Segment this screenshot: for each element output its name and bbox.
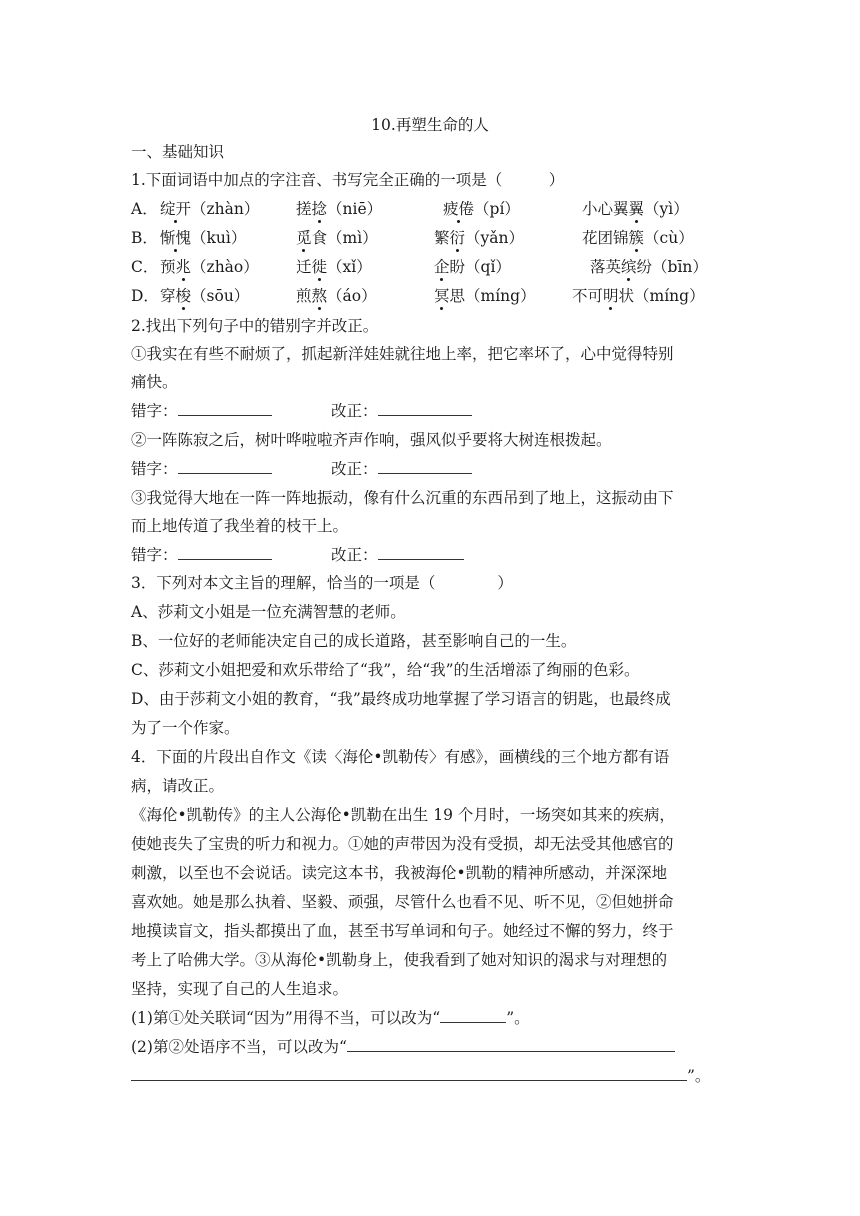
q3-option-d-cont: 为了一个作家。 — [131, 719, 240, 737]
q1-word-item — [160, 256, 259, 278]
dotted-character: 簇 — [628, 229, 645, 247]
q1-word-item — [296, 285, 377, 307]
word-text: 穿 — [160, 287, 176, 305]
word-pinyin: （zhào） — [191, 258, 259, 276]
q4-sub-2-text: (2)第②处语序不当，可以改为“ — [131, 1038, 347, 1056]
word-text: 迁 — [296, 258, 312, 276]
q3-option-c: C、莎莉文小姐把爱和欢乐带给了“我”，给“我”的生活增添了绚丽的色彩。 — [131, 661, 640, 679]
word-text: 搓 — [296, 200, 312, 218]
q1-word-item — [572, 285, 705, 307]
dotted-character: 兆 — [175, 258, 192, 276]
q2-fix-row-3 — [331, 544, 464, 566]
q4-passage-line-3: 刺激，以至也不会说话。读完这本书，我被海伦•凯勒的精神所感动，并深深地 — [131, 864, 668, 882]
q1-word-item — [160, 198, 259, 220]
q2-fix-row-1 — [331, 400, 472, 422]
fix-label: 改正： — [331, 460, 378, 478]
page-title: 10.再塑生命的人 — [371, 116, 489, 134]
word-pinyin: 状（míng） — [618, 287, 705, 305]
word-text: 小心翼 — [582, 200, 629, 218]
q4-passage-line-4: 喜欢她。她是那么执着、坚毅、顽强，尽管什么也看不见、听不见，②但她拼命 — [131, 893, 674, 911]
q1-word-item — [590, 256, 708, 278]
q4-sub-1-answer-field[interactable] — [440, 1008, 506, 1023]
word-pinyin: 纷（bīn） — [636, 258, 708, 276]
wrong-label: 错字： — [131, 460, 178, 478]
q1-option-label: C． — [131, 258, 159, 276]
dotted-character: 冥 — [434, 287, 450, 305]
q2-sentence-3: ③我觉得大地在一阵一阵地振动，像有什么沉重的东西吊到了地上，这振动由下 — [131, 489, 674, 507]
q4-sub-1-close: ”。 — [506, 1009, 530, 1027]
q1-word-item — [296, 227, 378, 249]
fix-label: 改正： — [331, 402, 378, 420]
word-text: 惭 — [160, 229, 176, 247]
q1-word-item — [296, 198, 382, 220]
wrong-label: 错字： — [131, 402, 178, 420]
word-text: 花团锦 — [582, 229, 629, 247]
q2-answer-row-1 — [131, 400, 272, 422]
dotted-character: 企 — [434, 258, 450, 276]
q2-sentence-1-cont: 痛快。 — [131, 373, 178, 391]
dotted-character: 徙 — [311, 258, 328, 276]
q2-sentence-3-cont: 而上地传道了我坐着的枝干上。 — [131, 517, 349, 535]
word-pinyin: 思（míng） — [449, 287, 536, 305]
q2-stem: 2.找出下列句子中的错别字并改正。 — [131, 317, 379, 335]
q1-word-item — [434, 256, 511, 278]
word-pinyin: （sōu） — [191, 287, 250, 305]
q3-stem: 3．下列对本文主旨的理解，恰当的一项是（ ） — [131, 574, 513, 592]
word-pinyin: （niē） — [327, 200, 383, 218]
q4-stem-cont: 病，请改正。 — [131, 777, 225, 795]
wrong-char-field[interactable] — [178, 401, 272, 416]
q4-stem: 4．下面的片段出自作文《读〈海伦•凯勒传〉有感》，画横线的三个地方都有语 — [131, 748, 670, 766]
q1-word-item — [434, 285, 536, 307]
word-pinyin: 开（zhàn） — [175, 200, 260, 218]
q2-sentence-1: ①我实在有些不耐烦了，抓起新洋娃娃就往地上率，把它率坏了，心中觉得特别 — [131, 345, 674, 363]
q4-sub-2-cont — [131, 1065, 710, 1087]
wrong-char-field[interactable] — [178, 459, 272, 474]
q2-answer-row-3 — [131, 544, 272, 566]
word-pinyin: （áo） — [327, 287, 377, 305]
q3-option-b: B、一位好的老师能决定自己的成长道路，甚至影响自己的一生。 — [131, 632, 577, 650]
word-text: 落英 — [590, 258, 622, 276]
q4-sub-2-answer-field[interactable] — [347, 1037, 675, 1052]
dotted-character: 梭 — [175, 287, 192, 305]
q4-passage-line-5: 地摸读盲文，指头都摸出了血，甚至书写单词和句子。她经过不懈的努力，终于 — [131, 922, 674, 940]
word-text: 疲 — [443, 200, 459, 218]
word-pinyin: （xǐ） — [327, 258, 372, 276]
dotted-character: 翼 — [628, 200, 645, 218]
q1-option-label: B． — [131, 229, 158, 247]
q4-passage-line-6: 考上了哈佛大学。③从海伦•凯勒身上，使我看到了她对知识的渴求与对理想的 — [131, 951, 668, 969]
fix-char-field[interactable] — [378, 545, 464, 560]
dotted-character: 觅 — [296, 229, 312, 247]
section-heading: 一、基础知识 — [131, 143, 225, 161]
dotted-character: 缤 — [621, 258, 637, 276]
q1-word-item — [160, 285, 249, 307]
word-text: 绽 — [160, 200, 176, 218]
q1-word-item — [434, 227, 524, 249]
word-text: 预 — [160, 258, 176, 276]
dotted-character: 熬 — [311, 287, 328, 305]
q2-sentence-2: ②一阵陈寂之后，树叶哗啦啦齐声作响，强风似乎要将大树连根拨起。 — [131, 431, 612, 449]
fix-char-field[interactable] — [378, 401, 472, 416]
q2-answer-row-2 — [131, 458, 272, 480]
dotted-character: 明 — [603, 287, 619, 305]
dotted-character: 捻 — [311, 200, 328, 218]
q3-option-a: A、莎莉文小姐是一位充满智慧的老师。 — [131, 603, 406, 621]
dotted-character: 衍 — [449, 229, 466, 247]
q1-option-label: A． — [131, 200, 158, 218]
word-pinyin: 盼（qǐ） — [449, 258, 511, 276]
q4-sub-2 — [131, 1036, 675, 1058]
fix-label: 改正： — [331, 546, 378, 564]
q4-sub-2-answer-field-cont[interactable] — [131, 1066, 687, 1081]
word-pinyin: （yǎn） — [465, 229, 525, 247]
q1-word-item — [582, 198, 689, 220]
q4-passage-line-1: 《海伦•凯勒传》的主人公海伦•凯勒在出生 19 个月时，一场突如其来的疾病， — [131, 806, 675, 824]
q4-sub-2-close: ”。 — [687, 1067, 711, 1085]
fix-char-field[interactable] — [378, 459, 472, 474]
word-text: 繁 — [434, 229, 450, 247]
q2-fix-row-2 — [331, 458, 472, 480]
q3-option-d: D、由于莎莉文小姐的教育，“我”最终成功地掌握了学习语言的钥匙，也最终成 — [131, 690, 671, 708]
q1-word-item — [160, 227, 246, 249]
word-pinyin: 愧（kuì） — [175, 229, 247, 247]
q4-passage-line-7: 坚持，实现了自己的人生追求。 — [131, 980, 349, 998]
q4-sub-1 — [131, 1007, 530, 1029]
word-pinyin: （yì） — [644, 200, 689, 218]
q4-passage-line-2: 使她丧失了宝贵的听力和视力。①她的声带因为没有受损，却无法受其他感官的 — [131, 835, 674, 853]
q1-word-item — [296, 256, 372, 278]
q1-option-label: D． — [131, 287, 159, 305]
q1-word-item — [582, 227, 694, 249]
wrong-char-field[interactable] — [178, 545, 272, 560]
word-text: 煎 — [296, 287, 312, 305]
word-pinyin: 倦（pí） — [458, 200, 520, 218]
word-text: 不可 — [572, 287, 604, 305]
word-pinyin: 食（mì） — [311, 229, 378, 247]
word-pinyin: （cù） — [644, 229, 694, 247]
q1-stem: 1.下面词语中加点的字注音、书写完全正确的一项是（ ） — [131, 171, 565, 189]
wrong-label: 错字： — [131, 546, 178, 564]
q1-word-item — [443, 198, 520, 220]
q4-sub-1-text: (1)第①处关联词“因为”用得不当，可以改为“ — [131, 1009, 441, 1027]
